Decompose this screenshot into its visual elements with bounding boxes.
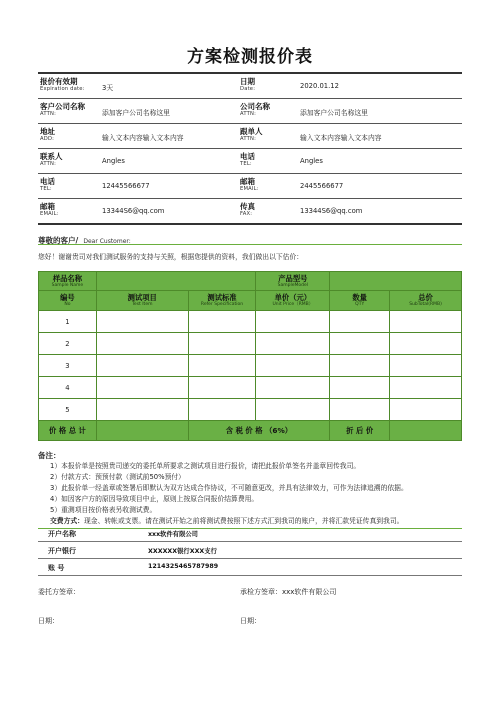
cell-unit-price[interactable] bbox=[256, 333, 330, 355]
info-value: 添加客户公司名称这里 bbox=[102, 109, 170, 117]
cell-standard[interactable] bbox=[188, 355, 256, 377]
cell-test-item[interactable] bbox=[96, 333, 188, 355]
info-value: 输入文本内容输入文本内容 bbox=[300, 134, 382, 142]
cell-subtotal[interactable] bbox=[390, 333, 462, 355]
total-value bbox=[96, 421, 188, 441]
note-line: 2）付款方式：预预付款（测试前50%预付） bbox=[50, 473, 185, 481]
cell-qty[interactable] bbox=[330, 333, 390, 355]
info-label: 公司名称 ATTN: bbox=[240, 102, 270, 117]
cell-qty[interactable] bbox=[330, 311, 390, 333]
payment-label: 交费方式： bbox=[50, 517, 84, 525]
info-row bbox=[38, 124, 462, 149]
header-info-table bbox=[38, 72, 462, 225]
col-header-standard: 测试标准 Refer Specification bbox=[188, 291, 256, 311]
provider-date: 日期： bbox=[240, 617, 261, 625]
info-label: 电话 TEL: bbox=[40, 177, 55, 192]
info-value: 13344S6@qq.com bbox=[300, 207, 363, 215]
col-header-qty: 数量 QTY bbox=[330, 291, 390, 311]
info-label: 联系人 ATTN: bbox=[40, 152, 63, 167]
info-label: 跟单人 ATTN: bbox=[240, 127, 263, 142]
note-line: 4）如因客户方的原因导致项目中止，原则上按原合同报价结算费用。 bbox=[50, 495, 259, 503]
cell-test-item[interactable] bbox=[96, 311, 188, 333]
cell-test-item[interactable] bbox=[96, 377, 188, 399]
cell-unit-price[interactable] bbox=[256, 377, 330, 399]
total-label: 价 格 总 计 bbox=[39, 421, 97, 441]
col-header-subtotal: 总价 SubTotal(RMB) bbox=[390, 291, 462, 311]
discount-price-label: 折 后 价 bbox=[330, 421, 390, 441]
quote-table bbox=[38, 271, 462, 441]
notes-title: 备注： bbox=[38, 451, 61, 460]
bank-value: XXXXXX银行XXX支行 bbox=[148, 548, 217, 555]
cell-subtotal[interactable] bbox=[390, 377, 462, 399]
cell-qty[interactable] bbox=[330, 355, 390, 377]
info-value: 3天 bbox=[102, 84, 114, 92]
table-row bbox=[39, 355, 462, 377]
bank-value: xxx软件有限公司 bbox=[148, 531, 198, 538]
bank-label: 账 号 bbox=[48, 564, 65, 572]
row-number: 4 bbox=[39, 377, 97, 399]
cell-unit-price[interactable] bbox=[256, 311, 330, 333]
cell-standard[interactable] bbox=[188, 333, 256, 355]
cell-unit-price[interactable] bbox=[256, 355, 330, 377]
page-title: 方案检测报价表 bbox=[187, 47, 313, 67]
info-value: 2020.01.12 bbox=[300, 82, 339, 90]
info-label: 邮箱 EMAIL: bbox=[240, 177, 259, 192]
bank-label: 开户银行 bbox=[48, 547, 76, 555]
cell-subtotal[interactable] bbox=[390, 355, 462, 377]
info-row bbox=[38, 199, 462, 225]
cell-subtotal[interactable] bbox=[390, 399, 462, 421]
column-header-row bbox=[39, 291, 462, 311]
discount-price-value bbox=[390, 421, 462, 441]
cell-standard[interactable] bbox=[188, 377, 256, 399]
cell-subtotal[interactable] bbox=[390, 311, 462, 333]
col-header-test-item: 测试项目 Test Item bbox=[96, 291, 188, 311]
greeting-en: Dear Customer: bbox=[83, 238, 131, 245]
cell-unit-price[interactable] bbox=[256, 399, 330, 421]
note-line: 1）本报价单是按照贵司递交的委托单所要求之测试项目进行报价，请把此报价单签名并盖章回传我司。 bbox=[50, 462, 361, 470]
cell-qty[interactable] bbox=[330, 377, 390, 399]
bank-row bbox=[38, 525, 462, 542]
notes-section bbox=[38, 450, 462, 529]
bank-value: 1214325465787989 bbox=[148, 563, 219, 570]
info-label: 报价有效期 Expiration date: bbox=[40, 77, 85, 92]
info-value: Angles bbox=[300, 157, 323, 165]
info-row bbox=[38, 99, 462, 124]
note-line: 3）此报价单一经盖章或签署后即默认为双方达成合作协议，不可随意更改，并具有法律效力，可作为法律追溯的依据。 bbox=[50, 484, 408, 492]
table-row bbox=[39, 377, 462, 399]
bank-label: 开户名称 bbox=[48, 530, 76, 538]
bank-row bbox=[38, 559, 462, 576]
note-line: 5）重测项目按价格表另收测试费。 bbox=[50, 506, 157, 514]
bank-info bbox=[38, 525, 462, 576]
table-row bbox=[39, 333, 462, 355]
sample-row bbox=[39, 272, 462, 291]
sample-name-value bbox=[96, 272, 256, 291]
row-number: 2 bbox=[39, 333, 97, 355]
sample-model-value bbox=[330, 272, 462, 291]
client-signature: 委托方签章： bbox=[38, 588, 80, 596]
table-row bbox=[39, 399, 462, 421]
info-label: 日期 Date: bbox=[240, 77, 256, 92]
total-row bbox=[39, 421, 462, 441]
info-label: 邮箱 EMAIL: bbox=[40, 202, 59, 217]
info-value: 2445566677 bbox=[300, 182, 344, 190]
row-number: 3 bbox=[39, 355, 97, 377]
cell-standard[interactable] bbox=[188, 399, 256, 421]
col-header-unit-price: 单价（元） Unit Price（RMB） bbox=[256, 291, 330, 311]
cell-qty[interactable] bbox=[330, 399, 390, 421]
info-label: 电话 TEL: bbox=[240, 152, 255, 167]
info-value: 输入文本内容输入文本内容 bbox=[102, 134, 184, 142]
info-row bbox=[38, 174, 462, 199]
cell-test-item[interactable] bbox=[96, 355, 188, 377]
cell-standard[interactable] bbox=[188, 311, 256, 333]
info-label: 地址 ADD: bbox=[40, 127, 55, 142]
info-label: 传真 FAX: bbox=[240, 202, 255, 217]
tax-price-label: 含 税 价 格 （6%） bbox=[188, 421, 330, 441]
greeting bbox=[38, 228, 462, 245]
sample-name-label: 样品名称 Sample Name bbox=[39, 272, 97, 291]
info-row bbox=[38, 149, 462, 174]
col-header-no: 编号 No bbox=[39, 291, 97, 311]
provider-signature: 承检方签章：xxx软件有限公司 bbox=[240, 588, 337, 596]
greeting-zh: 尊敬的客户/ bbox=[38, 236, 79, 245]
table-row bbox=[39, 311, 462, 333]
info-value: 12445566677 bbox=[102, 182, 150, 190]
sample-model-label: 产品型号 SampleModel bbox=[256, 272, 330, 291]
payment-text: 现金、转帐或支票。请在测试开始之前将测试费按照下述方式汇到我司的账户，并将汇款凭证传真到我司。 bbox=[83, 517, 404, 525]
row-number: 5 bbox=[39, 399, 97, 421]
intro-text: 您好！谢谢贵司对我们测试服务的支持与关照，根据您提供的资料，我们做出以下估价： bbox=[38, 253, 304, 261]
client-date: 日期： bbox=[38, 617, 59, 625]
info-value: 13344S6@qq.com bbox=[102, 207, 165, 215]
info-value: Angles bbox=[102, 157, 125, 165]
cell-test-item[interactable] bbox=[96, 399, 188, 421]
info-row bbox=[38, 72, 462, 99]
row-number: 1 bbox=[39, 311, 97, 333]
bank-row bbox=[38, 542, 462, 559]
info-label: 客户公司名称 ATTN: bbox=[40, 102, 85, 117]
info-value: 添加客户公司名称这里 bbox=[300, 109, 368, 117]
